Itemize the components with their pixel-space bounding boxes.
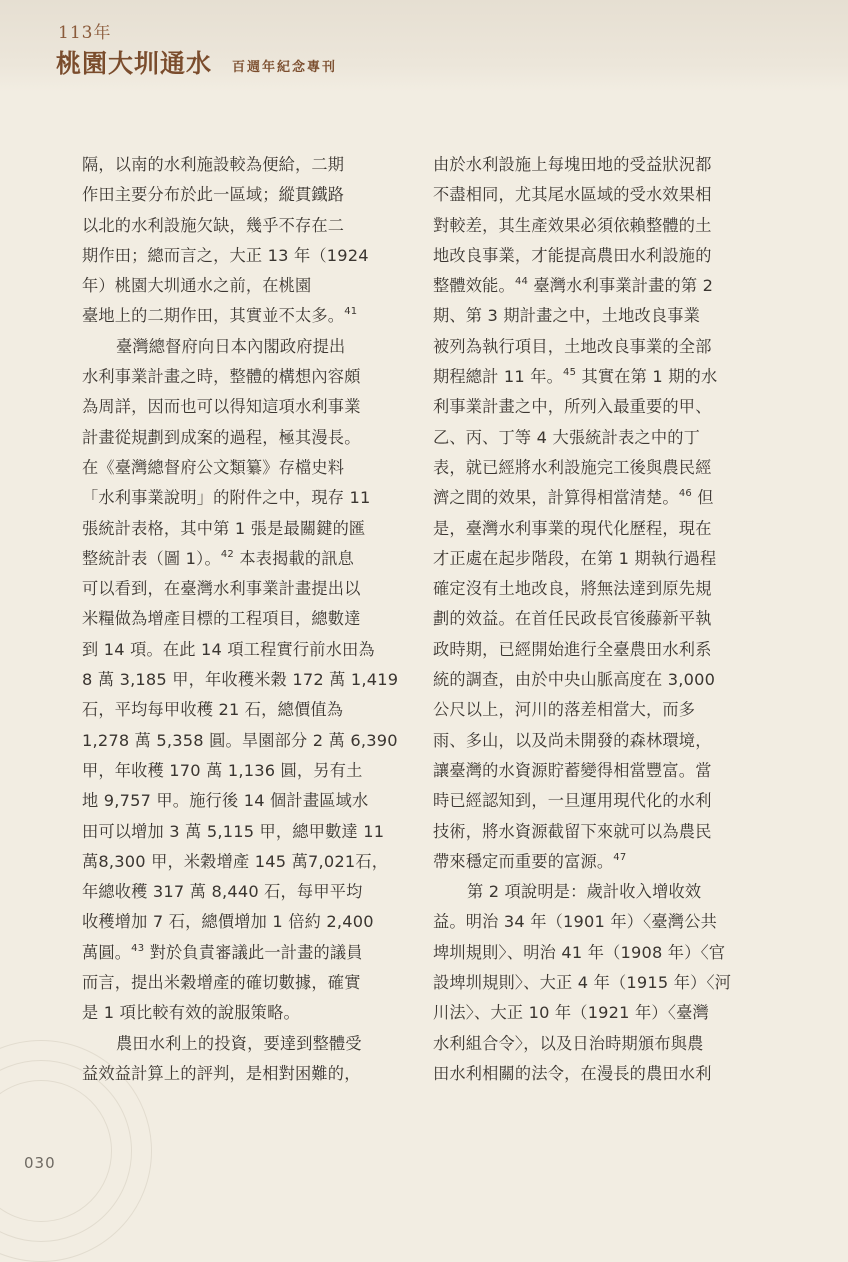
text-line	[433, 332, 745, 362]
line-text-continued: 但	[691, 488, 714, 508]
text-line	[433, 938, 745, 968]
text-line	[433, 635, 745, 665]
text-line	[433, 180, 745, 210]
text-line	[433, 877, 745, 907]
line-text: 收穫增加 7 石，總價增加 1 倍約 2,400	[82, 912, 374, 932]
header-band	[0, 0, 848, 92]
text-line	[433, 998, 745, 1028]
text-line	[82, 665, 399, 695]
line-text: 整統計表（圖 1）。	[82, 548, 221, 568]
line-text: 表，就已經將水利設施完工後與農民經	[433, 457, 712, 477]
text-line	[82, 514, 394, 544]
text-line	[82, 786, 394, 816]
line-text: 「水利事業說明」的附件之中，現存 11	[82, 488, 371, 508]
line-text: 不盡相同，尤其尾水區域的受水效果相	[433, 185, 712, 205]
text-line	[433, 574, 745, 604]
text-line	[82, 362, 394, 392]
line-text: 米糧做為增產目標的工程項目，總數達	[82, 609, 361, 629]
text-line	[82, 150, 394, 180]
line-text: 益效益計算上的評判，是相對困難的，	[82, 1063, 361, 1083]
line-text: 政時期，已經開始進行全臺農田水利系	[433, 639, 712, 659]
line-text: 萬圓。	[82, 942, 132, 962]
publication-title: 桃園大圳通水	[56, 49, 213, 78]
text-line	[82, 695, 394, 725]
text-line	[82, 604, 394, 634]
line-text: 公尺以上，河川的落差相當大，而多	[433, 700, 696, 720]
line-text: 田可以增加 3 萬 5,115 甲，總甲數達 11	[82, 821, 385, 841]
line-text: 埤圳規則〉、明治 41 年（1908 年）〈官	[433, 942, 726, 962]
publication-subtitle: 百週年紀念專刊	[232, 60, 338, 75]
text-line	[433, 423, 745, 453]
line-text: 計畫從規劃到成案的過程，極其漫長。	[82, 427, 361, 447]
text-line	[433, 786, 745, 816]
line-text: 8 萬 3,185 甲，年收穫米穀 172 萬 1,419	[82, 670, 399, 690]
line-text: 萬8,300 甲，米穀增產 145 萬7,021石，	[82, 851, 389, 871]
line-text: 是 1 項比較有效的說服策略。	[82, 1003, 300, 1023]
text-line	[433, 241, 745, 271]
line-text: 帶來穩定而重要的富源。	[433, 851, 614, 871]
line-text: 期作田；總而言之，大正 13 年（1924	[82, 245, 369, 265]
line-text: 水利事業計畫之時，整體的構想內容頗	[82, 367, 361, 387]
line-text: 水利組合令〉，以及日治時期頒布與農	[433, 1033, 704, 1053]
line-text-continued: 其實在第 1 期的水	[576, 367, 718, 387]
text-line	[82, 968, 394, 998]
line-text: 利事業計畫之中，所列入最重要的甲、	[433, 397, 712, 417]
text-line	[82, 271, 394, 301]
line-text: 臺灣總督府向日本內閣政府提出	[116, 336, 346, 356]
text-line	[433, 756, 745, 786]
text-line	[82, 483, 394, 513]
text-line	[433, 695, 745, 725]
line-text: 川法〉、大正 10 年（1921 年）〈臺灣	[433, 1003, 709, 1023]
line-text: 確定沒有土地改良，將無法達到原先規	[433, 579, 712, 599]
line-text: 地改良事業，才能提高農田水利設施的	[433, 245, 712, 265]
line-text: 張統計表格，其中第 1 張是最關鍵的匯	[82, 518, 366, 538]
text-line	[82, 847, 394, 877]
line-text: 雨、多山，以及尚未開發的森林環境，	[433, 730, 712, 750]
text-line	[433, 1059, 745, 1089]
line-text: 期程總計 11 年。	[433, 367, 564, 387]
text-line	[433, 544, 745, 574]
footnote-marker: 41	[344, 306, 358, 318]
page-number: 030	[24, 1154, 56, 1172]
footnote-marker: 46	[678, 488, 692, 500]
text-line	[82, 817, 394, 847]
text-line	[82, 180, 394, 210]
line-text: 劃的效益。在首任民政長官後藤新平執	[433, 609, 712, 629]
text-line	[82, 332, 394, 362]
text-line	[82, 1059, 394, 1089]
line-text: 而言，提出米穀增產的確切數據，確實	[82, 973, 361, 993]
line-text: 對較差，其生產效果必須依賴整體的土	[433, 215, 712, 235]
text-line	[82, 907, 394, 937]
text-line	[82, 301, 394, 331]
line-text: 時已經認知到，一旦運用現代化的水利	[433, 791, 712, 811]
text-line	[433, 1029, 745, 1059]
line-text: 期、第 3 期計畫之中，土地改良事業	[433, 306, 701, 326]
line-text: 地 9,757 甲。施行後 14 個計畫區域水	[82, 791, 369, 811]
line-text: 技術，將水資源截留下來就可以為農民	[433, 821, 712, 841]
line-text: 第 2 項說明是：歲計收入增收效	[467, 882, 702, 902]
text-line	[82, 938, 394, 968]
text-line	[82, 726, 398, 756]
line-text: 濟之間的效果，計算得相當清楚。	[433, 488, 679, 508]
footnote-marker: 47	[613, 851, 627, 863]
text-line	[433, 968, 745, 998]
header-year: 113年	[58, 23, 112, 43]
line-text: 臺地上的二期作田，其實並不太多。	[82, 306, 345, 326]
line-text: 隔，以南的水利施設較為便給，二期	[82, 155, 345, 174]
line-text: 農田水利上的投資，要達到整體受	[116, 1033, 362, 1053]
line-text: 為周詳，因而也可以得知這項水利事業	[82, 397, 361, 417]
text-line	[433, 847, 745, 877]
text-line	[433, 271, 745, 301]
line-text: 益。明治 34 年（1901 年）〈臺灣公共	[433, 912, 717, 932]
line-text: 到 14 項。在此 14 項工程實行前水田為	[82, 639, 375, 659]
text-line	[82, 635, 394, 665]
line-text: 在《臺灣總督府公文類纂》存檔史料	[82, 457, 345, 477]
footnote-marker: 43	[131, 942, 145, 954]
line-text: 乙、丙、丁等 4 大張統計表之中的丁	[433, 427, 701, 447]
text-line	[433, 604, 745, 634]
text-line	[82, 392, 394, 422]
line-text: 統的調查，由於中央山脈高度在 3,000	[433, 670, 716, 690]
line-text: 年）桃園大圳通水之前，在桃園	[82, 276, 312, 296]
line-text: 可以看到，在臺灣水利事業計畫提出以	[82, 579, 361, 599]
right-text-column	[433, 150, 745, 1089]
line-text-continued: 本表揭載的訊息	[233, 548, 355, 568]
line-text: 石，平均每甲收穫 21 石，總價值為	[82, 700, 344, 720]
left-text-column	[82, 150, 399, 1089]
line-text: 被列為執行項目，土地改良事業的全部	[433, 336, 712, 356]
line-text: 作田主要分布於此一區域；縱貫鐵路	[82, 185, 345, 205]
footnote-marker: 45	[563, 367, 577, 379]
line-text: 甲，年收穫 170 萬 1,136 圓，另有土	[82, 760, 363, 780]
line-text: 由於水利設施上每塊田地的受益狀況都	[433, 155, 712, 174]
text-line	[82, 574, 394, 604]
line-text: 田水利相關的法令，在漫長的農田水利	[433, 1063, 712, 1083]
text-line	[82, 211, 394, 241]
text-line	[433, 301, 745, 331]
text-line	[82, 453, 394, 483]
text-line	[433, 150, 745, 180]
text-line	[82, 544, 394, 574]
text-line	[433, 453, 745, 483]
line-text: 以北的水利設施欠缺，幾乎不存在二	[82, 215, 345, 235]
line-text: 設埤圳規則〉、大正 4 年（1915 年）〈河	[433, 973, 732, 993]
text-line	[82, 877, 394, 907]
text-line	[433, 483, 745, 513]
line-text-continued: 對於負責審議此一計畫的議員	[144, 942, 363, 962]
text-line	[82, 241, 394, 271]
line-text: 整體效能。	[433, 276, 515, 296]
text-line	[433, 665, 745, 695]
text-line	[82, 1029, 394, 1059]
text-line	[82, 998, 394, 1028]
text-line	[433, 211, 745, 241]
line-text-continued: 臺灣水利事業計畫的第 2	[528, 276, 714, 296]
footnote-marker: 42	[220, 548, 234, 560]
text-line	[433, 362, 745, 392]
line-text: 年總收穫 317 萬 8,440 石，每甲平均	[82, 882, 363, 902]
text-line	[82, 423, 394, 453]
text-line	[433, 514, 745, 544]
text-line	[82, 756, 394, 786]
text-line	[433, 726, 745, 756]
line-text: 讓臺灣的水資源貯蓄變得相當豐富。當	[433, 760, 712, 780]
text-line	[433, 907, 745, 937]
text-line	[433, 817, 745, 847]
line-text: 才正處在起步階段，在第 1 期執行過程	[433, 548, 717, 568]
line-text: 1,278 萬 5,358 圓。旱園部分 2 萬 6,390	[82, 730, 398, 750]
text-line	[433, 392, 745, 422]
footnote-marker: 44	[514, 276, 529, 288]
line-text: 是，臺灣水利事業的現代化歷程，現在	[433, 518, 712, 538]
